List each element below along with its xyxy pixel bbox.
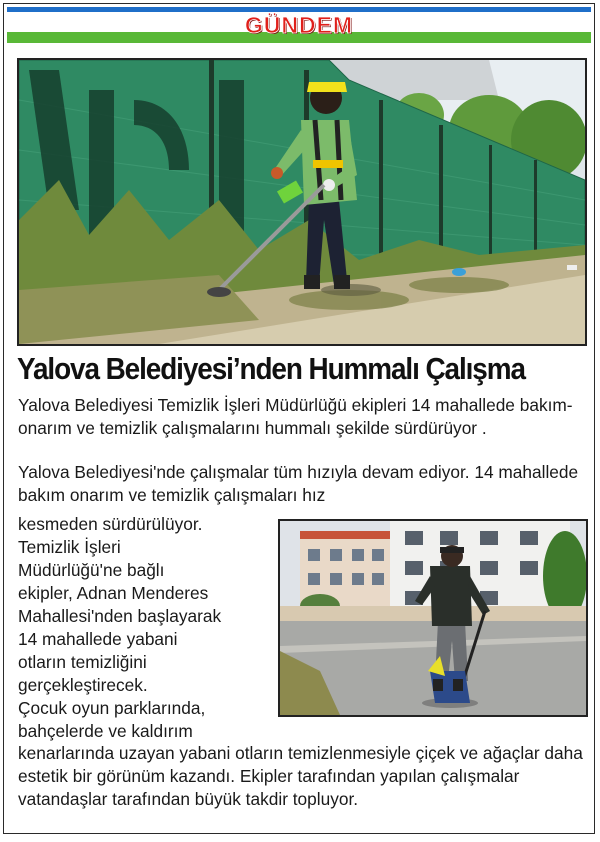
wrap-line: bahçelerde ve kaldırım bbox=[18, 721, 193, 741]
wrap-line: kesmeden sürdürülüyor. bbox=[18, 514, 203, 534]
main-photo-worker-trimming-grass bbox=[17, 58, 587, 346]
second-text: Yalova Belediyesi'nde çalışmalar tüm hızıyla devam ediyor. 14 mahallede bakım onarım ve temizlik çalışmaları hız bbox=[18, 462, 579, 505]
wrapped-column-text bbox=[18, 513, 273, 743]
second-paragraph bbox=[18, 461, 592, 507]
wrap-line: Temizlik İşleri bbox=[18, 537, 121, 557]
section-label: GÜNDEM bbox=[244, 12, 354, 38]
news-page bbox=[3, 3, 595, 834]
wrap-line: gerçekleştirecek. bbox=[18, 675, 148, 695]
wrap-line: Mahallesi'nden başlayarak bbox=[18, 606, 222, 626]
section-banner bbox=[7, 7, 591, 43]
wrap-line: ekipler, Adnan Menderes bbox=[18, 583, 209, 603]
wrap-line: otların temizliğini bbox=[18, 652, 147, 672]
wrap-line: Çocuk oyun parklarında, bbox=[18, 698, 206, 718]
lead-text: Yalova Belediyesi Temizlik İşleri Müdürlüğü ekipleri 14 mahallede bakım-onarım ve temizlik çalışmalarını hummalı şekilde sürdürüyor . bbox=[18, 395, 573, 438]
wrap-line: Müdürlüğü'ne bağlı bbox=[18, 560, 165, 580]
lead-paragraph bbox=[18, 394, 592, 440]
secondary-photo-worker-street bbox=[278, 519, 588, 717]
headline: Yalova Belediyesi’nden Hummalı Çalışma bbox=[17, 351, 525, 386]
closing-text: kenarlarında uzayan yabani otların temizlenmesiyle çiçek ve ağaçlar daha estetik bir görünüm kazandı. Ekipler tarafından yapılan çalışmalar vatandaşlar tarafından büyük takdir topluyor. bbox=[18, 743, 583, 809]
closing-paragraph bbox=[18, 742, 592, 811]
wrap-line: 14 mahallede yabani bbox=[18, 629, 178, 649]
